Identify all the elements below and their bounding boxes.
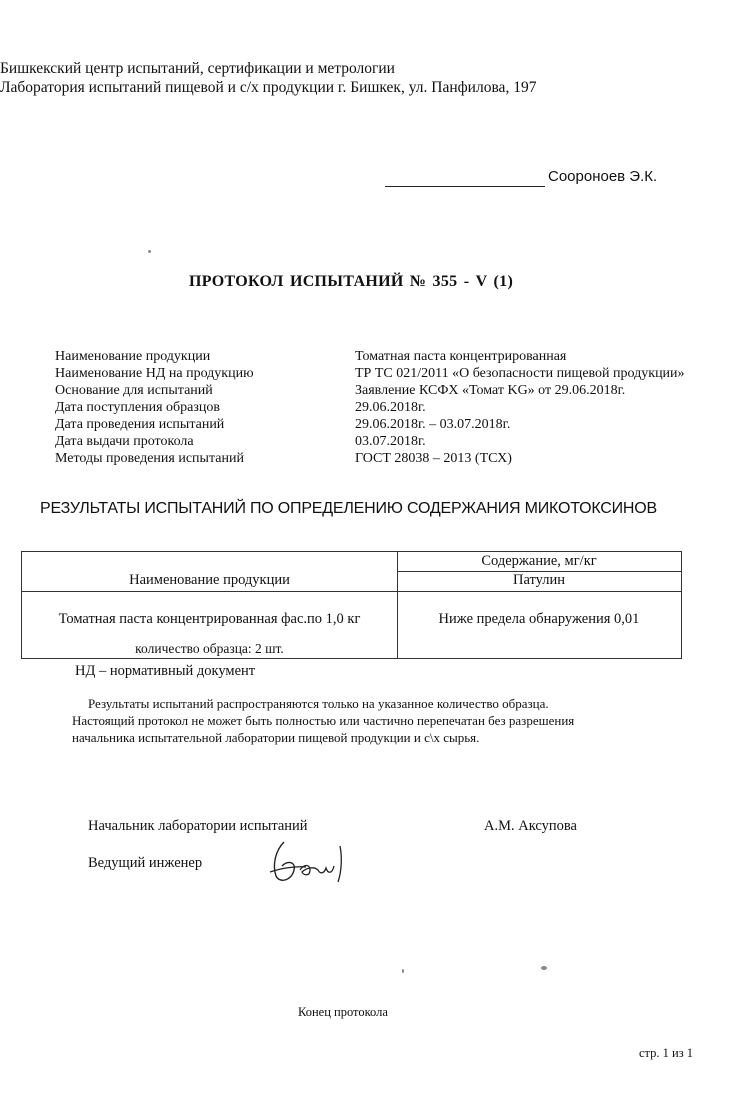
info-value: ГОСТ 28038 – 2013 (ТСХ) (355, 451, 512, 466)
handwritten-signature (262, 836, 362, 888)
head-name: А.М. Аксупова (484, 818, 577, 834)
info-value: 29.06.2018г. (355, 400, 426, 415)
laboratory-address: Лаборатория испытаний пищевой и с/х продукции г. Бишкек, ул. Панфилова, 197 (0, 79, 537, 96)
info-label: Дата выдачи протокола (55, 434, 194, 449)
table-cell-result: Ниже предела обнаружения 0,01 (438, 611, 640, 627)
table-cell-quantity: количество образца: 2 шт. (135, 641, 284, 656)
info-label: Дата проведения испытаний (55, 417, 225, 432)
engineer-title: Ведущий инженер (88, 855, 203, 871)
note-line: начальника испытательной лаборатории пищевой продукции и с\х сырья. (72, 730, 480, 745)
note-line: Настоящий протокол не может быть полностью или частично перепечатан без разрешения (72, 713, 575, 728)
results-section-title: РЕЗУЛЬТАТЫ ИСПЫТАНИЙ ПО ОПРЕДЕЛЕНИЮ СОДЕРЖАНИЯ МИКОТОКСИНОВ (40, 500, 657, 517)
scan-speck (148, 250, 151, 253)
info-label: Дата поступления образцов (55, 400, 220, 415)
table-header-divider (22, 591, 681, 592)
scan-speck (402, 969, 404, 973)
scan-speck (541, 966, 547, 970)
info-label: Наименование НД на продукцию (55, 366, 254, 381)
table-header-content: Содержание, мг/кг (481, 553, 597, 569)
info-value: Томатная паста концентрированная (355, 349, 567, 364)
note-line: Результаты испытаний распространяются только на указанное количество образца. (88, 696, 549, 711)
results-table (21, 551, 682, 659)
info-value: Заявление КСФХ «Томат KG» от 29.06.2018г. (355, 383, 626, 398)
page-number: стр. 1 из 1 (639, 1046, 694, 1060)
head-title: Начальник лаборатории испытаний (88, 818, 308, 834)
end-of-protocol: Конец протокола (298, 1005, 388, 1019)
nd-abbreviation-note: НД – нормативный документ (75, 663, 256, 679)
info-value: 29.06.2018г. – 03.07.2018г. (355, 417, 511, 432)
approval-signer-name: Сооронoев Э.К. (548, 168, 658, 185)
organization-name: Бишкекский центр испытаний, сертификации и метрологии (0, 60, 395, 77)
approval-signature-line (385, 186, 545, 187)
info-value: 03.07.2018г. (355, 434, 426, 449)
table-header-product: Наименование продукции (129, 572, 290, 588)
protocol-title: ПРОТОКОЛ ИСПЫТАНИЙ № 355 - V (1) (189, 273, 514, 290)
info-label: Основание для испытаний (55, 383, 213, 398)
table-cell-product: Томатная паста концентрированная фас.по 1,0 кг (58, 611, 361, 627)
table-header-patulin: Патулин (512, 572, 566, 588)
info-value: ТР ТС 021/2011 «О безопасности пищевой продукции» (355, 366, 685, 381)
info-label: Наименование продукции (55, 349, 211, 364)
info-label: Методы проведения испытаний (55, 451, 244, 466)
